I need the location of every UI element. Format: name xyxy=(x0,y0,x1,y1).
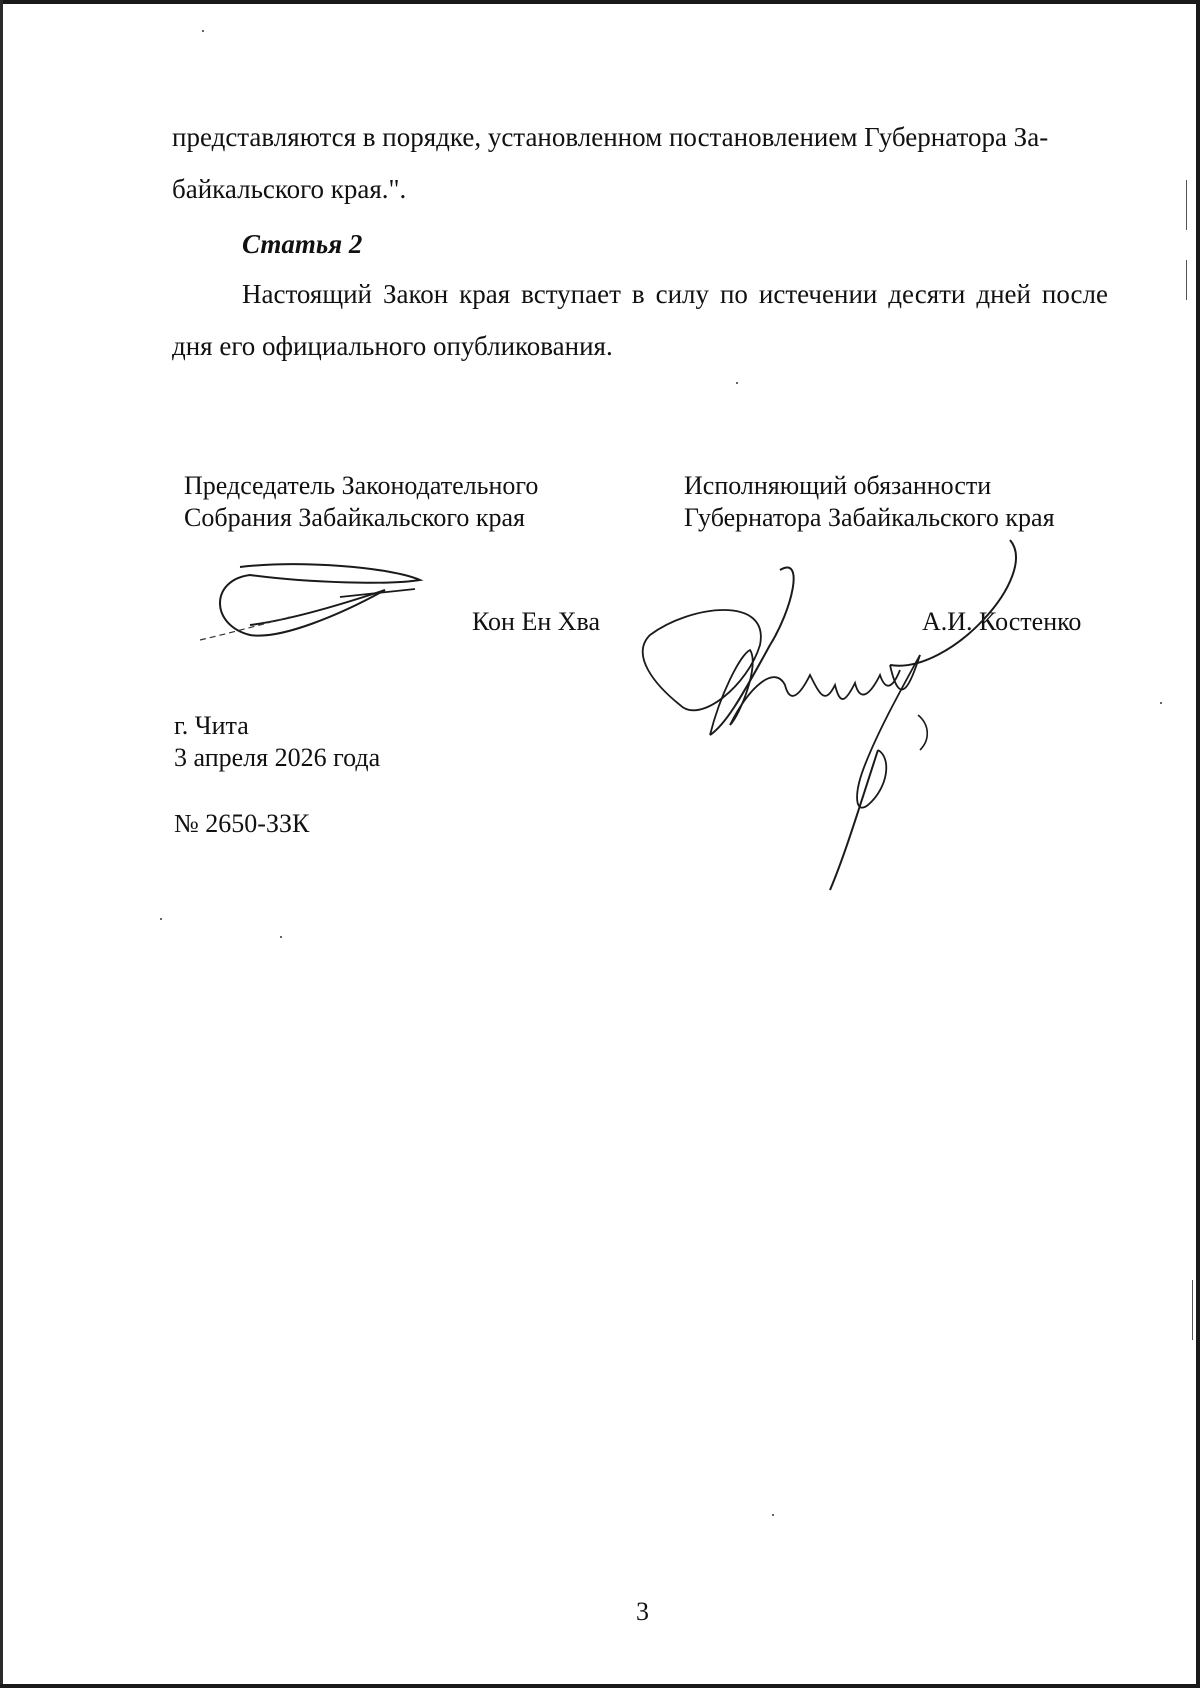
right-signature xyxy=(630,535,1030,895)
signing-date: 3 апреля 2026 года xyxy=(174,743,381,772)
article-text: Настоящий Закон края вступает в силу по истечении десяти дней после дня его официального опубликования. xyxy=(172,279,1108,361)
scan-speck xyxy=(280,936,282,938)
scan-edge-top xyxy=(0,0,1200,4)
article-heading: Статья 2 xyxy=(242,229,363,259)
left-signatory-title-2: Собрания Забайкальского края xyxy=(184,503,525,532)
scan-edge-right xyxy=(1196,0,1200,1688)
scan-edge-left xyxy=(0,0,3,1688)
scan-speck xyxy=(160,918,162,920)
scan-speck xyxy=(202,30,204,32)
right-signatory-title-2: Губернатора Забайкальского края xyxy=(684,503,1055,532)
right-signatory-name: А.И. Костенко xyxy=(922,607,1082,636)
page-number: 3 xyxy=(636,1597,649,1626)
scan-mark xyxy=(1192,1280,1193,1340)
scan-mark xyxy=(1186,180,1187,230)
left-signature xyxy=(190,555,430,655)
left-signatory-name: Кон Ен Хва xyxy=(472,607,601,636)
scan-edge-bottom xyxy=(0,1684,1200,1688)
city: г. Чита xyxy=(174,711,249,740)
scan-speck xyxy=(736,382,738,384)
scan-speck xyxy=(772,1514,774,1516)
scan-speck xyxy=(1160,702,1162,704)
continuation-line-2: байкальского края.". xyxy=(172,174,407,204)
left-signatory-title-1: Председатель Законодательного xyxy=(184,471,539,500)
right-signatory-title-1: Исполняющий обязанности xyxy=(684,471,992,500)
scan-mark xyxy=(1186,260,1187,300)
law-number: № 2650-ЗЗК xyxy=(174,809,310,838)
continuation-line-1: представляются в порядке, установленном постановлением Губернатора За- xyxy=(172,122,1049,152)
